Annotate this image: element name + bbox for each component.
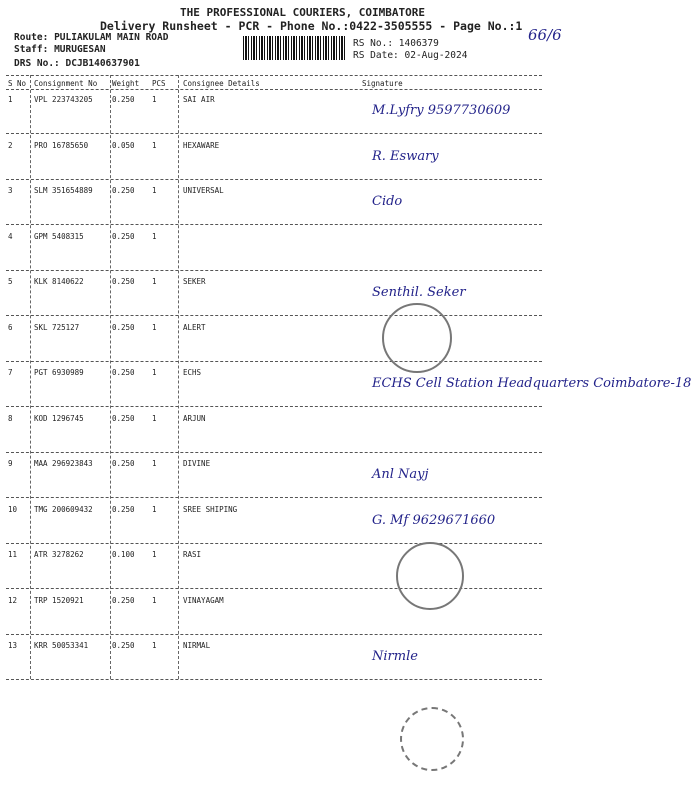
row-divider bbox=[6, 224, 542, 225]
cell-consignee: ALERT bbox=[183, 322, 206, 332]
cell-consignment: PRO 16785650 bbox=[34, 140, 89, 150]
row-divider bbox=[6, 543, 542, 544]
cell-signature: Cido bbox=[372, 194, 403, 209]
cell-sno: 10 bbox=[8, 504, 18, 514]
cell-consignment: TMG 200609432 bbox=[34, 504, 93, 514]
cell-sno: 12 bbox=[8, 595, 18, 605]
company-name: THE PROFESSIONAL COURIERS, COIMBATORE bbox=[180, 6, 426, 19]
row-divider bbox=[6, 361, 542, 362]
row-divider bbox=[6, 452, 542, 453]
cell-consignee: UNIVERSAL bbox=[183, 186, 224, 195]
cell-consignee: SEKER bbox=[183, 277, 206, 286]
cell-consignee: ECHS bbox=[183, 368, 202, 377]
row-divider bbox=[6, 634, 542, 635]
route-value: PULIAKULAM MAIN ROAD bbox=[54, 32, 169, 43]
route-label: Route: bbox=[14, 32, 49, 43]
cell-pcs: 1 bbox=[152, 459, 157, 468]
rs-no-label: RS No.: bbox=[353, 38, 394, 49]
cell-pcs: 1 bbox=[152, 413, 157, 423]
cell-consignment: SKL 725127 bbox=[34, 322, 80, 332]
cell-weight: 0.250 bbox=[112, 277, 135, 286]
runsheet-title: Delivery Runsheet - PCR - Phone No.:0422-3505555 - Page No.:1 bbox=[100, 19, 523, 33]
staff-label: Staff: bbox=[14, 44, 49, 55]
round-seal-stamp bbox=[400, 707, 464, 771]
cell-consignment: KLK 8140622 bbox=[34, 277, 84, 286]
cell-sno: 6 bbox=[8, 322, 13, 332]
cell-consignee: SAI AIR bbox=[183, 95, 215, 104]
cell-weight: 0.250 bbox=[112, 595, 135, 605]
col-header-pcs: PCS bbox=[152, 79, 166, 88]
cell-weight: 0.250 bbox=[112, 413, 135, 423]
row-divider bbox=[6, 315, 542, 316]
corner-handwritten-note: 66/6 bbox=[528, 26, 562, 44]
cell-consignment: ATR 3278262 bbox=[34, 550, 84, 559]
cell-pcs: 1 bbox=[152, 277, 157, 286]
cell-sno: 8 bbox=[8, 413, 13, 423]
cell-consignment: KRR 50053341 bbox=[34, 641, 89, 650]
cell-weight: 0.250 bbox=[112, 641, 135, 650]
cell-pcs: 1 bbox=[152, 595, 157, 605]
row-divider bbox=[6, 179, 542, 180]
cell-pcs: 1 bbox=[152, 186, 157, 195]
rs-date-label: RS Date: bbox=[353, 50, 399, 61]
round-seal-stamp bbox=[382, 303, 452, 373]
rs-no-line bbox=[353, 38, 439, 49]
cell-sno: 5 bbox=[8, 277, 13, 286]
rs-date-line bbox=[353, 50, 467, 61]
drs-label: DRS No.: bbox=[14, 58, 60, 69]
row-divider bbox=[6, 679, 542, 680]
cell-signature: R. Eswary bbox=[372, 148, 439, 164]
cell-sno: 2 bbox=[8, 140, 13, 150]
cell-sno: 3 bbox=[8, 186, 13, 195]
cell-consignment: PGT 6930989 bbox=[34, 368, 84, 377]
cell-weight: 0.250 bbox=[112, 186, 135, 195]
cell-consignee: RASI bbox=[183, 550, 202, 559]
cell-consignment: VPL 223743205 bbox=[34, 95, 93, 104]
cell-pcs: 1 bbox=[152, 231, 157, 241]
cell-sno: 11 bbox=[8, 550, 18, 559]
cell-weight: 0.250 bbox=[112, 95, 135, 104]
cell-weight: 0.100 bbox=[112, 550, 135, 559]
cell-pcs: 1 bbox=[152, 504, 157, 514]
cell-signature: G. Mf 9629671660 bbox=[372, 512, 496, 528]
col-header-sno: S No bbox=[8, 79, 27, 88]
header-bottom-rule bbox=[6, 89, 542, 90]
cell-signature: M.Lyfry 9597730609 bbox=[372, 103, 511, 118]
row-divider bbox=[6, 406, 542, 407]
route-line bbox=[14, 32, 168, 43]
cell-sno: 4 bbox=[8, 231, 13, 241]
col-header-consignee: Consignee Details bbox=[183, 79, 260, 88]
drs-value: DCJB140637901 bbox=[65, 58, 140, 69]
cell-pcs: 1 bbox=[152, 368, 157, 377]
cell-weight: 0.250 bbox=[112, 322, 135, 332]
cell-signature: Nirmle bbox=[372, 649, 418, 664]
cell-sno: 13 bbox=[8, 641, 18, 650]
cell-consignee: SREE SHIPING bbox=[183, 504, 238, 514]
staff-line bbox=[14, 44, 106, 55]
cell-weight: 0.250 bbox=[112, 504, 135, 514]
col-header-weight: Weight bbox=[112, 79, 140, 88]
round-seal-stamp bbox=[396, 542, 464, 610]
staff-value: MURUGESAN bbox=[54, 44, 106, 55]
cell-signature: Anl Nayj bbox=[372, 467, 429, 482]
cell-sno: 1 bbox=[8, 95, 13, 104]
row-divider bbox=[6, 133, 542, 134]
cell-consignment: GPM 5408315 bbox=[34, 231, 84, 241]
cell-pcs: 1 bbox=[152, 140, 157, 150]
row-divider bbox=[6, 497, 542, 498]
cell-weight: 0.050 bbox=[112, 140, 135, 150]
cell-sno: 7 bbox=[8, 368, 13, 377]
cell-consignee: VINAYAGAM bbox=[183, 595, 224, 605]
cell-pcs: 1 bbox=[152, 550, 157, 559]
cell-pcs: 1 bbox=[152, 322, 157, 332]
cell-pcs: 1 bbox=[152, 95, 157, 104]
col-header-signature: Signature bbox=[362, 79, 403, 88]
col-header-consignment: Consignment No bbox=[34, 79, 98, 88]
row-divider bbox=[6, 270, 542, 271]
rs-date-value: 02-Aug-2024 bbox=[404, 50, 468, 61]
cell-signature: ECHS Cell Station Headquarters Coimbatore-18 bbox=[372, 376, 691, 391]
cell-weight: 0.250 bbox=[112, 368, 135, 377]
barcode bbox=[243, 36, 347, 60]
rs-no-value: 1406379 bbox=[398, 38, 439, 49]
table-top-rule bbox=[6, 75, 542, 76]
cell-consignment: SLM 351654889 bbox=[34, 186, 93, 195]
drs-line bbox=[14, 58, 140, 69]
cell-sno: 9 bbox=[8, 459, 13, 468]
cell-pcs: 1 bbox=[152, 641, 157, 650]
cell-consignment: TRP 1520921 bbox=[34, 595, 84, 605]
cell-consignee: HEXAWARE bbox=[183, 140, 220, 150]
cell-consignee: ARJUN bbox=[183, 413, 206, 423]
cell-consignee: DIVINE bbox=[183, 459, 211, 468]
cell-weight: 0.250 bbox=[112, 231, 135, 241]
cell-weight: 0.250 bbox=[112, 459, 135, 468]
cell-signature: Senthil. Seker bbox=[372, 285, 466, 300]
cell-consignment: MAA 296923843 bbox=[34, 459, 93, 468]
cell-consignee: NIRMAL bbox=[183, 641, 211, 650]
cell-consignment: KOD 1296745 bbox=[34, 413, 84, 423]
